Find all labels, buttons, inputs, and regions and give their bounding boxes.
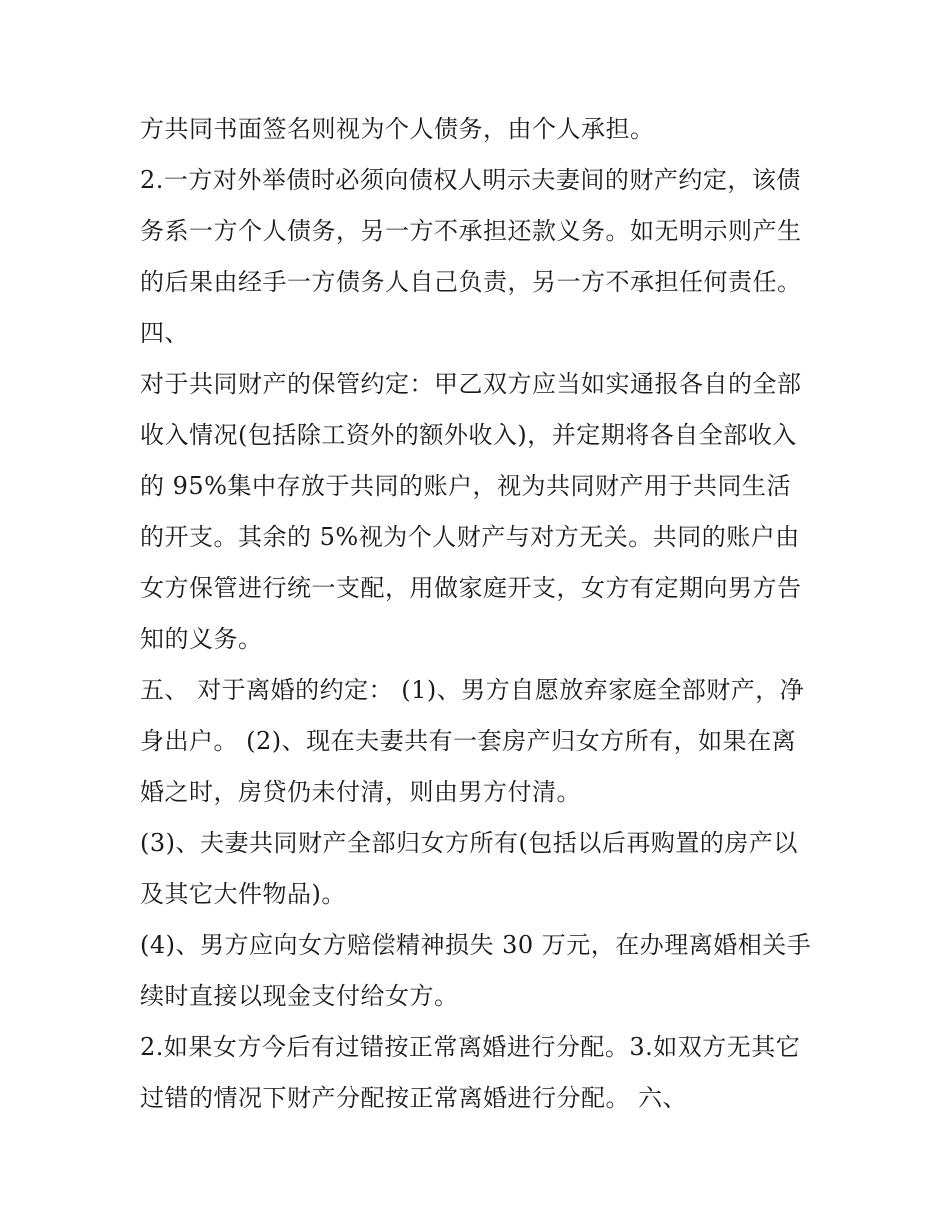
text-line: 五、 对于离婚的约定： (1)、男方自愿放弃家庭全部财产，净	[140, 676, 805, 704]
text-line: (3)、夫妻共同财产全部归女方所有(包括以后再购置的房产以	[140, 829, 798, 857]
text-line: 方共同书面签名则视为个人债务，由个人承担。	[140, 115, 655, 143]
text-line: 2.一方对外举债时必须向债权人明示夫妻间的财产约定，该债	[140, 166, 801, 194]
text-line: 身出户。 (2)、现在夫妻共有一套房产归女方所有，如果在离	[140, 727, 797, 755]
text-line: 婚之时，房贷仍未付清，则由男方付清。	[140, 778, 581, 806]
text-line: 过错的情况下财产分配按正常离婚进行分配。 六、	[140, 1084, 688, 1112]
text-line: 的开支。其余的 5%视为个人财产与对方无关。共同的账户由	[140, 523, 800, 551]
text-line: 的 95%集中存放于共同的账户，视为共同财产用于共同生活	[140, 472, 791, 500]
text-line: 知的义务。	[140, 625, 263, 653]
text-line: 务系一方个人债务，另一方不承担还款义务。如无明示则产生	[140, 217, 802, 245]
text-line: 女方保管进行统一支配，用做家庭开支，女方有定期向男方告	[140, 574, 802, 602]
section-heading: 四、	[140, 319, 189, 347]
text-line: 收入情况(包括除工资外的额外收入)，并定期将各自全部收入	[140, 421, 797, 449]
document-body	[140, 104, 830, 1124]
text-line: 续时直接以现金支付给女方。	[140, 982, 459, 1010]
text-line: 的后果由经手一方债务人自己负责，另一方不承担任何责任。	[140, 268, 802, 296]
text-line: 2.如果女方今后有过错按正常离婚进行分配。3.如双方无其它	[140, 1033, 801, 1061]
text-line: (4)、男方应向女方赔偿精神损失 30 万元，在办理离婚相关手	[140, 931, 812, 959]
text-line: 及其它大件物品)。	[140, 880, 346, 908]
text-line: 对于共同财产的保管约定：甲乙双方应当如实通报各自的全部	[140, 370, 802, 398]
